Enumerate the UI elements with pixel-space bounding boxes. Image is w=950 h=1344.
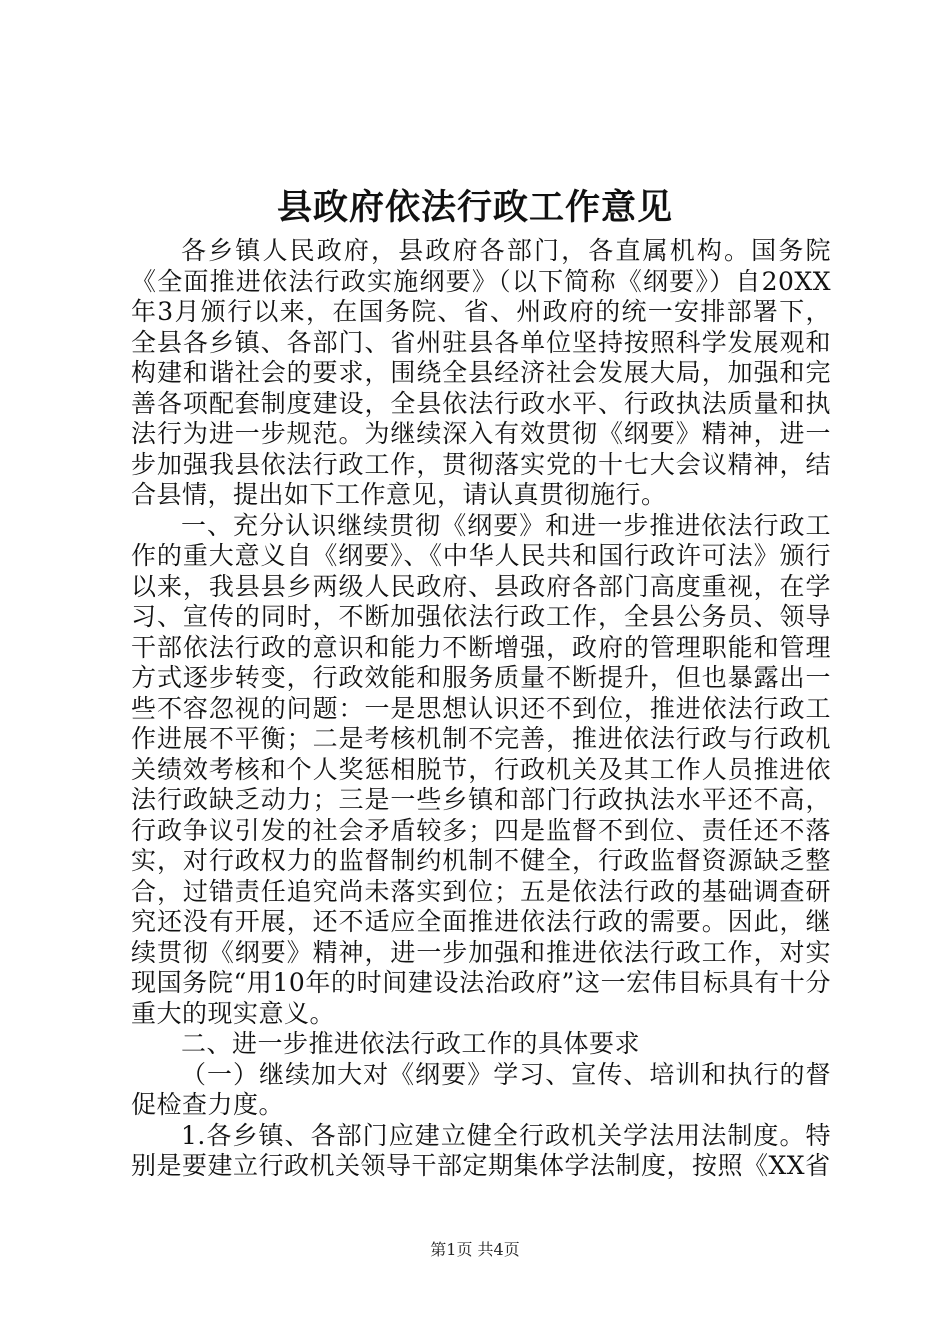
paragraph-item-1-1: 1.各乡镇、各部门应建立健全行政机关学法用法制度。特别是要建立行政机关领导干部定期集体学法制度，按照《XX省	[131, 1120, 831, 1180]
document-body	[131, 236, 831, 1182]
heading-section-2: 二、进一步推进依法行政工作的具体要求	[181, 1029, 641, 1058]
document-title: 县政府依法行政工作意见	[276, 187, 673, 228]
subheading-item-1: （一）继续加大对《纲要》学习、宣传、培训和执行的督促检查力度。	[131, 1059, 831, 1119]
page-number-footer: 第1页 共4页	[430, 1240, 520, 1259]
paragraph-section-1: 一、充分认识继续贯彻《纲要》和进一步推进依法行政工作的重大意义自《纲要》、《中华人民共和国行政许可法》颁行以来，我县县乡两级人民政府、县政府各部门高度重视，在学习、宣传的同时，不断加强依法行政工作，全县公务员、领导干部依法行政的意识和能力不断增强，政府的管理职能和管理方式逐步转变，行政效能和服务质量不断提升，但也暴露出一些不容忽视的问题：一是思想认识还不到位，推进依法行政工作进展不平衡；二是考核机制不完善，推进依法行政与行政机关绩效考核和个人奖惩相脱节，行政机关及其工作人员推进依法行政缺乏动力；三是一些乡镇和部门行政执法水平还不高，行政争议引发的社会矛盾较多；四是监督不到位、责任还不落实，对行政权力的监督制约机制不健全，行政监督资源缺乏整合，过错责任追究尚未落实到位；五是依法行政的基础调查研究还没有开展，还不适应全面推进依法行政的需要。因此，继续贯彻《纲要》精神，进一步加强和推进依法行政工作，对实现国务院“用10年的时间建设法治政府”这一宏伟目标具有十分重大的现实意义。	[131, 510, 831, 1028]
paragraph-intro: 各乡镇人民政府，县政府各部门，各直属机构。国务院《全面推进依法行政实施纲要》（以下简称《纲要》）自20XX年3月颁行以来，在国务院、省、州政府的统一安排部署下，全县各乡镇、各部门、省州驻县各单位坚持按照科学发展观和构建和谐社会的要求，围绕全县经济社会发展大局，加强和完善各项配套制度建设，全县依法行政水平、行政执法质量和执法行为进一步规范。为继续深入有效贯彻《纲要》精神，进一步加强我县依法行政工作，贯彻落实党的十七大会议精神，结合县情，提出如下工作意见，请认真贯彻施行。	[131, 236, 831, 509]
